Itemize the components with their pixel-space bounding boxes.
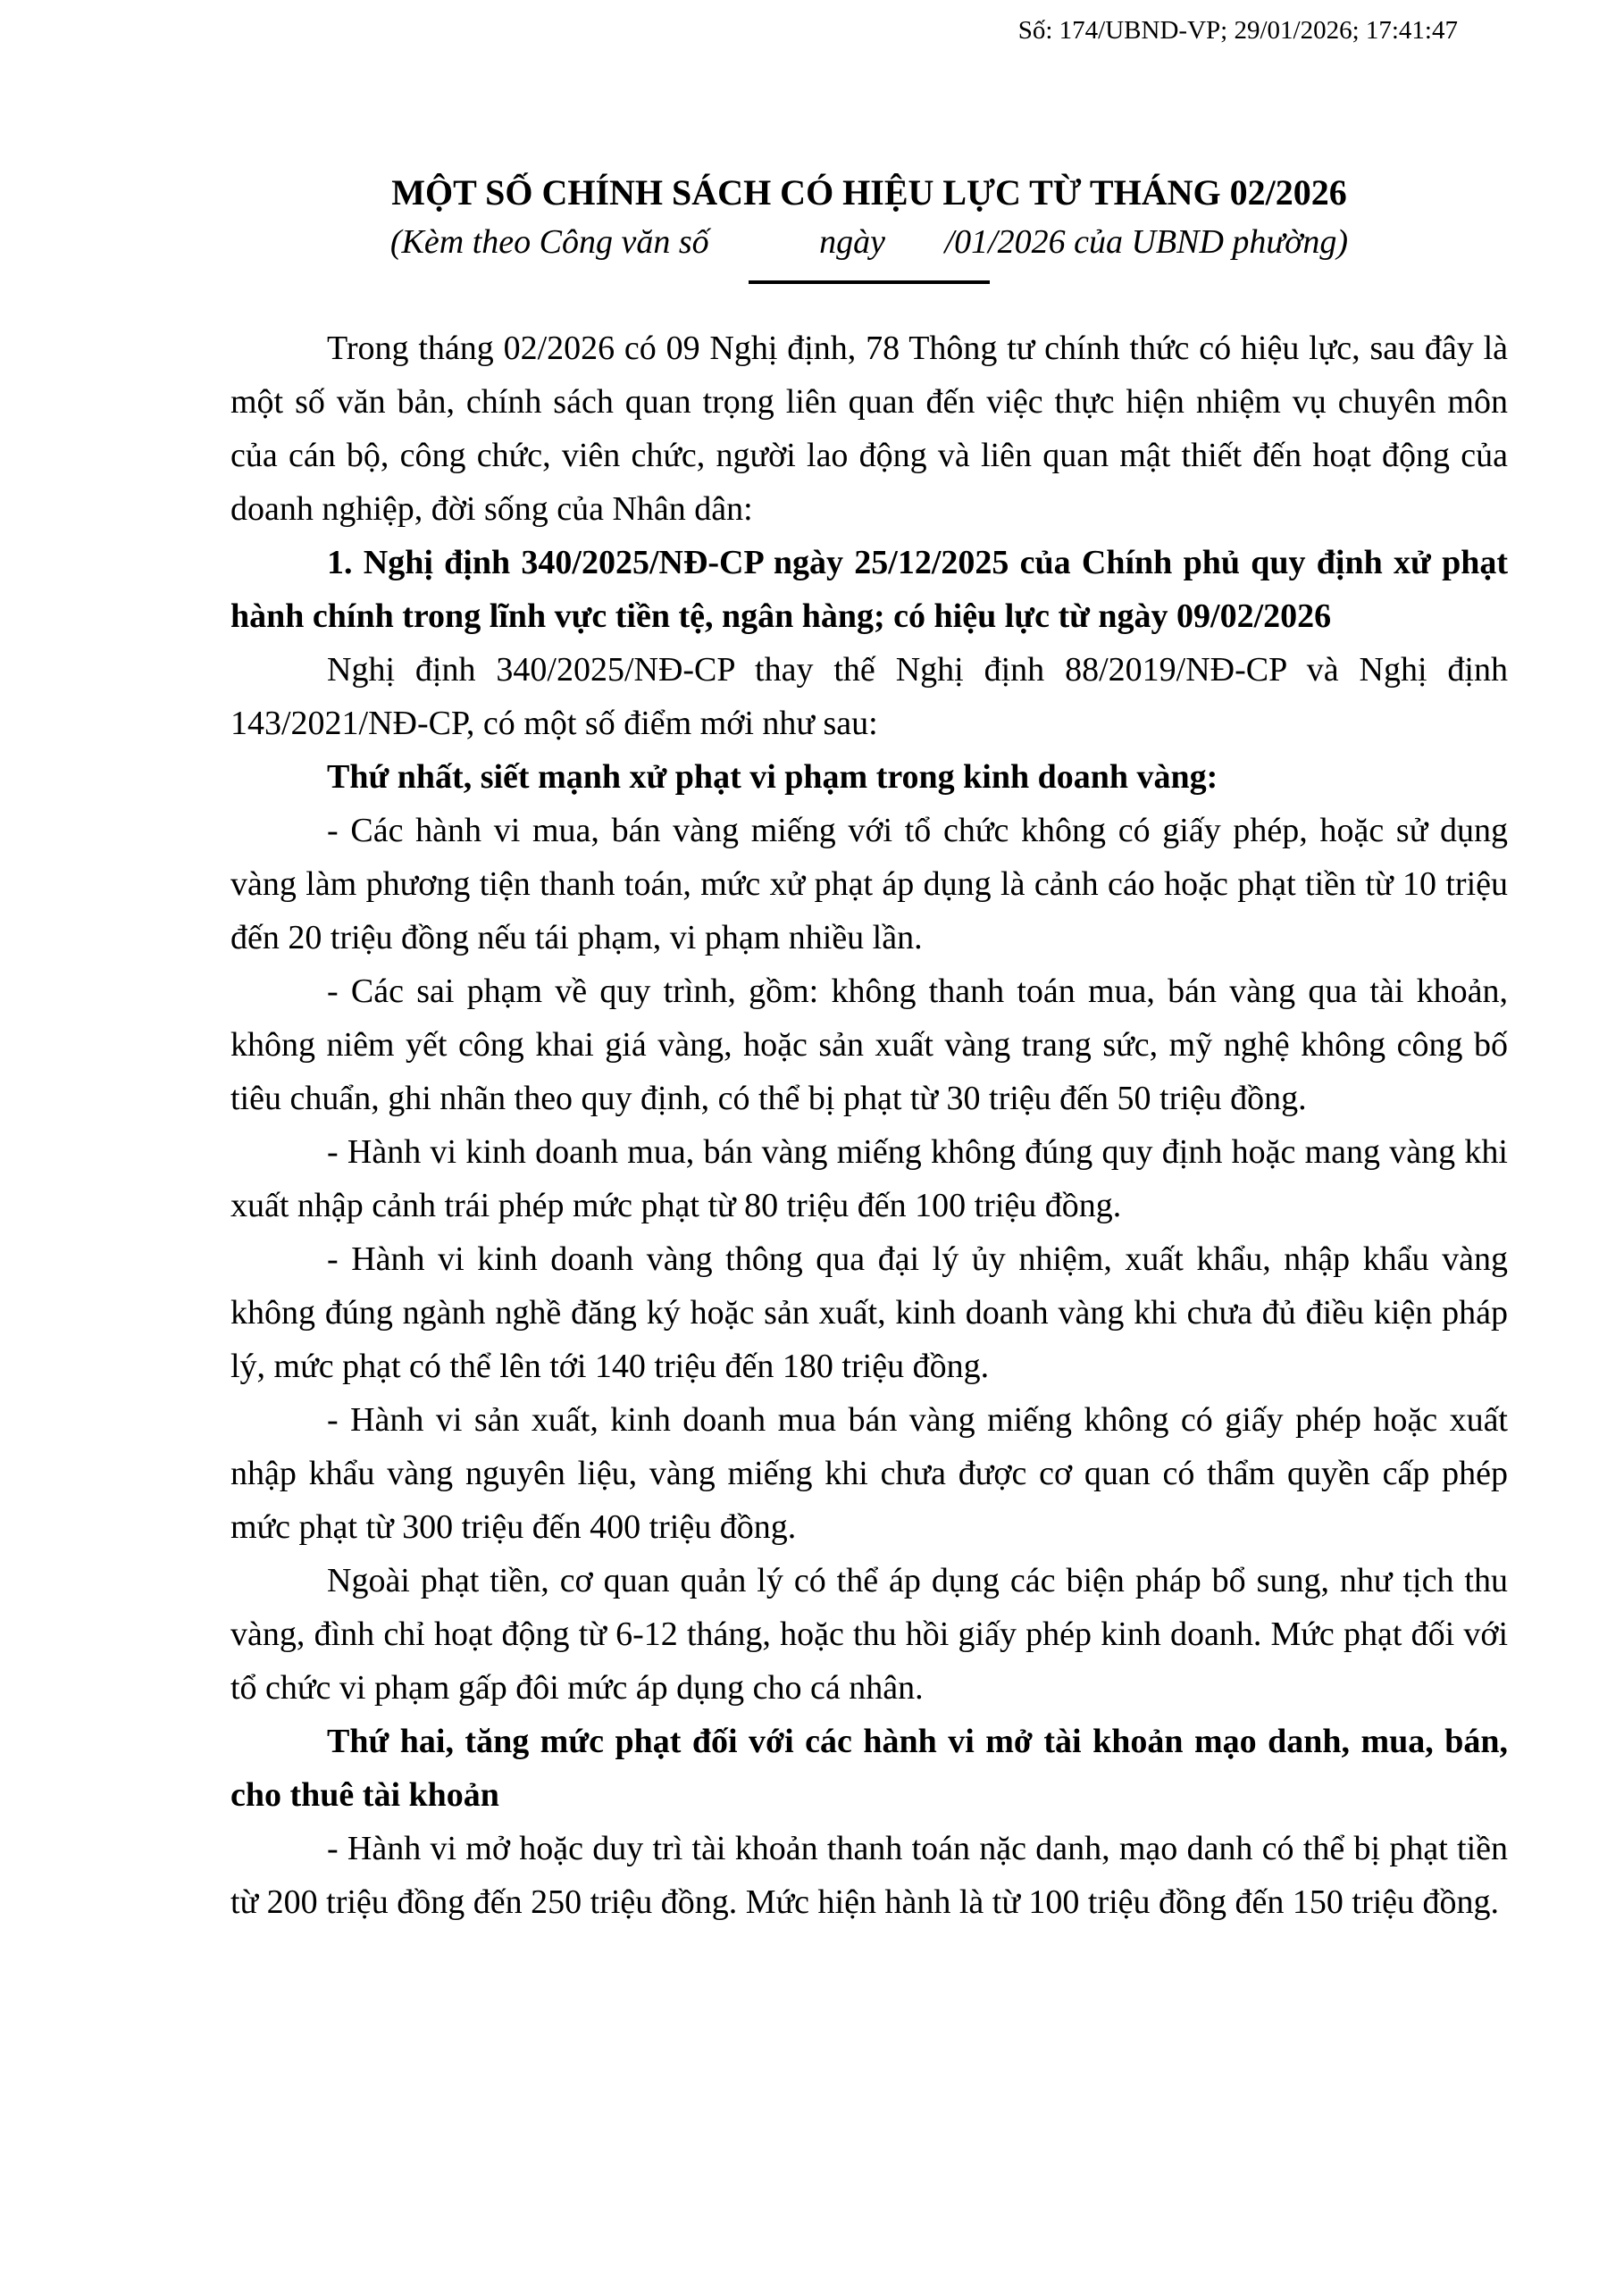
document-stamp: Số: 174/UBND-VP; 29/01/2026; 17:41:47 <box>1017 16 1458 45</box>
paragraph: Nghị định 340/2025/NĐ-CP thay thế Nghị định 88/2019/NĐ-CP và Nghị định 143/2021/NĐ-CP, có một số điểm mới như sau: <box>230 651 1508 742</box>
paragraph: - Hành vi mở hoặc duy trì tài khoản thanh toán nặc danh, mạo danh có thể bị phạt tiền từ 200 triệu đồng đến 250 triệu đồng. Mức hiện hành là từ 100 triệu đồng đến 150 triệu đồng. <box>230 1830 1508 1921</box>
paragraph: - Các sai phạm về quy trình, gồm: không thanh toán mua, bán vàng qua tài khoản, không niêm yết công khai giá vàng, hoặc sản xuất vàng trang sức, mỹ nghệ không công bố tiêu chuẩn, ghi nhãn theo quy định, có thể bị phạt từ 30 triệu đến 50 triệu đồng. <box>230 973 1508 1117</box>
document-subtitle: (Kèm theo Công văn số ngày /01/2026 của UBND phường) <box>389 223 1349 261</box>
paragraph: Thứ nhất, siết mạnh xử phạt vi phạm trong kinh doanh vàng: <box>327 758 1218 796</box>
document-body <box>230 321 1508 1929</box>
paragraph: Trong tháng 02/2026 có 09 Nghị định, 78 Thông tư chính thức có hiệu lực, sau đây là một số văn bản, chính sách quan trọng liên quan đến việc thực hiện nhiệm vụ chuyên môn của cán bộ, công chức, viên chức, người lao động và liên quan mật thiết đến hoạt động của doanh nghiệp, đời sống của Nhân dân: <box>230 330 1508 528</box>
paragraph: - Hành vi kinh doanh vàng thông qua đại lý ủy nhiệm, xuất khẩu, nhập khẩu vàng không đúng ngành nghề đăng ký hoặc sản xuất, kinh doanh vàng khi chưa đủ điều kiện pháp lý, mức phạt có thể lên tới 140 triệu đến 180 triệu đồng. <box>230 1240 1508 1385</box>
document-content <box>230 0 1508 1929</box>
paragraph: Ngoài phạt tiền, cơ quan quản lý có thể áp dụng các biện pháp bổ sung, như tịch thu vàng, đình chỉ hoạt động từ 6-12 tháng, hoặc thu hồi giấy phép kinh doanh. Mức phạt đối với tổ chức vi phạm gấp đôi mức áp dụng cho cá nhân. <box>230 1562 1508 1707</box>
title-separator-line <box>749 280 990 284</box>
document-title: MỘT SỐ CHÍNH SÁCH CÓ HIỆU LỰC TỪ THÁNG 02/2026 <box>391 172 1347 213</box>
paragraph: - Hành vi sản xuất, kinh doanh mua bán vàng miếng không có giấy phép hoặc xuất nhập khẩu vàng nguyên liệu, vàng miếng khi chưa được cơ quan có thẩm quyền cấp phép mức phạt từ 300 triệu đến 400 triệu đồng. <box>230 1401 1508 1546</box>
paragraph: - Hành vi kinh doanh mua, bán vàng miếng không đúng quy định hoặc mang vàng khi xuất nhập cảnh trái phép mức phạt từ 80 triệu đến 100 triệu đồng. <box>230 1133 1508 1224</box>
paragraph: Thứ hai, tăng mức phạt đối với các hành vi mở tài khoản mạo danh, mua, bán, cho thuê tài khoản <box>230 1723 1508 1814</box>
paragraph: 1. Nghị định 340/2025/NĐ-CP ngày 25/12/2025 của Chính phủ quy định xử phạt hành chính trong lĩnh vực tiền tệ, ngân hàng; có hiệu lực từ ngày 09/02/2026 <box>230 544 1508 635</box>
paragraph: - Các hành vi mua, bán vàng miếng với tổ chức không có giấy phép, hoặc sử dụng vàng làm phương tiện thanh toán, mức xử phạt áp dụng là cảnh cáo hoặc phạt tiền từ 10 triệu đến 20 triệu đồng nếu tái phạm, vi phạm nhiều lần. <box>230 812 1508 956</box>
